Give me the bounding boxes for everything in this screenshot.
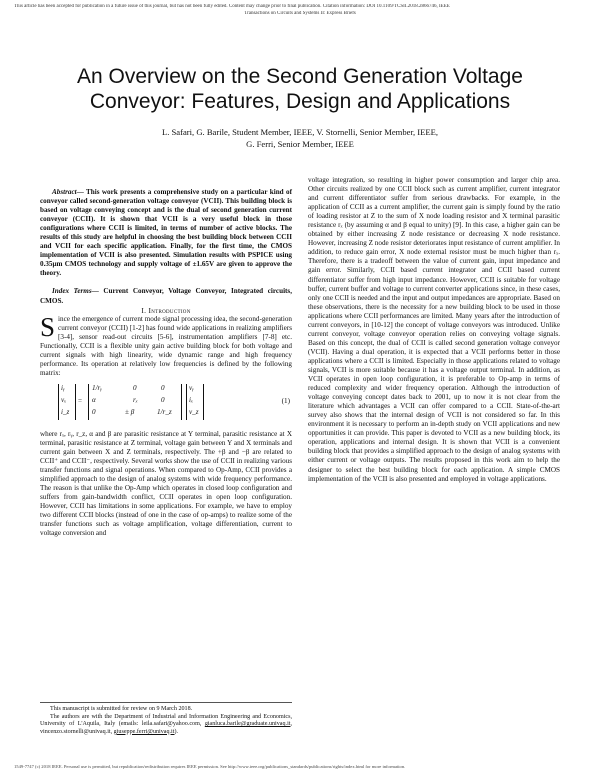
section-number: I. xyxy=(141,305,147,315)
email-link-1[interactable]: gianluca.barile@graduate.univaq.it xyxy=(204,721,291,728)
lhs-iz: i_z xyxy=(61,407,70,416)
right-column xyxy=(308,176,560,484)
author-list xyxy=(90,126,510,150)
paper-title: An Overview on the Second Generation Voltage Conveyor: Features, Design and Applications xyxy=(77,65,523,113)
section-title: Introduction xyxy=(148,305,191,315)
rhs-vector xyxy=(186,384,204,420)
authors-line-2: G. Ferri, Senior Member, IEEE xyxy=(246,139,354,149)
footnote-line-1: This manuscript is submitted for review on 9 March 2018. xyxy=(50,706,193,712)
header-line-1: This article has been accepted for publication in a future issue of this journal, but has not been fully edited. Content may change prior to final publication. Citation information: DOI 10.1109/TCSII.2018.2866746, IEEE xyxy=(14,4,450,9)
footnote-email-stornelli: vincenzo.stornelli@univaq.it, xyxy=(40,728,113,735)
equation-number: (1) xyxy=(281,396,290,405)
m22: rₓ xyxy=(133,395,138,404)
footnote-affiliation-text: The authors are with the Department of Industrial and Information Engineering and Economics, University of L'Aquila, Italy (emails: leila.safari@yahoo.com, xyxy=(40,713,292,728)
email-link-2[interactable]: giuseppe.ferri@univaq.it xyxy=(113,728,175,735)
footnote xyxy=(40,702,292,736)
index-terms-label: Index Terms xyxy=(52,287,92,296)
m33: 1/r_z xyxy=(157,407,172,416)
m12: 0 xyxy=(133,383,137,392)
index-terms xyxy=(40,287,292,305)
rhs-ix: iₓ xyxy=(189,395,194,404)
m13: 0 xyxy=(161,383,165,392)
right-paragraph: voltage integration, so resulting in higher power consumption and larger chip area. Other circuits realized by one CCII block such as current amplifier, current integrator and current differentiator suffer from serious drawbacks. For example, in the application of CCII as a current amplifier, the current gain is simply found by the ratio of loading resistor at Z to the sum of X node loading resistor and X terminal parasitic resistance rₓ (by assuming α and β equal to unity) [9]. In this case, a higher gain can be obtained by either increasing Z node resistance or decreasing X node resistance. However, increasing Z node resistor deteriorates input resistance of current amplifier. In addition, to reduce gain error, X node external resistor must be much higher than rₓ. Therefore, there is a tradeoff between the value of current gain, input impedance and gain error. Similarly, CCII based current integrator and CCII based current differentiator suffer from high input impedance. However, CCII is suitable for voltage buffer, current buffer and voltage to current converter applications since, in these cases, only one CCII is needed and the input and output impedances are appropriate. Based on these observations, there is the necessity for a new building block to be used in those applications where CCII performances are limited. Many years after the introduction of current conveyors, in [10-12] the concept of voltage conveyors was introduced. Unlike current conveyor, voltage conveyor operation relies on conveying voltage signals. Based on this concept, the dual of CCII is called second generation voltage conveyor (VCII). Having a dual operation, it is expected that a VCII performs better in those applications where a CCII is limited. Especially in those applications related to voltage signals, VCII is more suitable because it has a voltage output terminal. In addition, as VCII operates in open loop configuration, it is preferable to Op-amp in terms of reduced complexity and wider frequency operation. Although the introduction of voltage conveying concept dates back to 2001, up to now it is not clear from the literature which advantages a VCII can offer compared to a CCII. State-of-the-art survey also shows that the internal design of VCII is not considered so far. In this environment it is necessary to perform an in-depth study on VCII applications and new opportunities it can provide. This paper is devoted to VCII as a new building block, its operation, applications and internal design. It is shown that VCII is a convenient building block that provides a simplified approach to the design of analog systems with either current or voltage outputs. The results proposed in this work aim to help the designer to select the best building block for each application. A simple CMOS implementation of the VCII is also presented and employed in voltage applications. xyxy=(308,176,560,483)
m31: 0 xyxy=(92,407,96,416)
intro-paragraph-1 xyxy=(40,311,292,378)
copyright-footer: 1549-7747 (c) 2018 IEEE. Personal use is permitted, but republication/redistribution requires IEEE permission. See http://www.ieee.org/publications_standards/publications/rights/index.html for more information. xyxy=(14,764,406,769)
authors-line-1: L. Safari, G. Barile, Student Member, IEEE, V. Stornelli, Senior Member, IEEE, xyxy=(161,127,439,137)
dropcap-letter: S xyxy=(40,311,56,342)
coefficient-matrix xyxy=(88,384,182,420)
journal-header xyxy=(14,4,586,17)
abstract xyxy=(40,188,292,278)
rhs-vz: v_z xyxy=(189,407,199,416)
intro-text-1: ince the emergence of current mode signal processing idea, the second-generation current conveyor (CCII) [1-2] has found wide applications in realizing amplifiers [3-4], sensor read-out circuits [5-6], instrumentation amplifiers [7-8] etc. Functionally, CCII is a flexible unity gain active building block for both voltage and current signals with high linearity, wide dynamic range and high frequency performance. Its operation at relatively low frequencies is defined by the following matrix: xyxy=(40,314,292,377)
footnote-end: ). xyxy=(174,728,178,735)
equation-1 xyxy=(40,382,292,424)
intro-paragraph-2: where rₓ, rᵧ, r_z, α and β are parasitic resistance at Y terminal, parasitic resistance at X terminal, parasitic resistance at Z terminal, voltage gain between Y and X terminals and current gain between X and Z terminals, respectively. The +β and −β are related to CCII⁺ and CCII⁻, respectively. Several works show the use of CCII in realizing various transfer functions and signal operations. When compared to Op-Amp, CCII provides a simplified approach to the design of analog systems with wide frequency performance. The reason is that unlike the Op-Amp which operates in closed loop configuration and suffers from gain-bandwidth conflict, CCII operates in open loop configuration. However, CCII has limitations in some applications. For example, we have to employ two different CCII blocks (instead of one in the case of op-amps) to realize some of the transfer functions such as voltage amplification, voltage differentiation, current to voltage conversion and xyxy=(40,429,292,538)
abstract-text: — This work presents a comprehensive study on a particular kind of conveyor called second-generation voltage conveyor (VCII). This building block is based on voltage conveying concept and is the dual of second generation current conveyor (CCII). It is shown that VCII is a very useful block in those configurations where CCII is limited, in terms of number of active blocks. The results of this study are helpful in choosing the best building block between CCII and VCII for each specific application. Finally, for the first time, the CMOS implementation of VCII is also presented. Simulation results with PSPICE using 0.35μm CMOS technology and supply voltage of ±1.65V are given to approve the theory. xyxy=(40,188,292,278)
lhs-vector xyxy=(58,384,76,420)
m11: 1/rᵧ xyxy=(92,383,102,392)
section-heading xyxy=(40,306,292,315)
footnote-affiliation: The authors are with the Department of Industrial and Information Engineering and Economics, University of L'Aquila, Italy (emails: leila.safari@yahoo.com, gianluca.barile@graduate.univaq.it, vincenzo.stornelli@univaq.it, giuseppe.ferri@univaq.it). xyxy=(40,713,292,735)
lhs-iy: iᵧ xyxy=(61,383,65,392)
equals-sign: = xyxy=(78,396,83,405)
rhs-vy: vᵧ xyxy=(189,383,194,392)
abstract-label: Abstract xyxy=(52,188,77,196)
lhs-vx: vₓ xyxy=(61,395,67,404)
m32: ± β xyxy=(125,407,135,416)
index-terms-text: — Current Conveyor, Voltage Conveyor, Integrated circuits, CMOS. xyxy=(40,287,292,305)
m21: α xyxy=(92,395,96,404)
left-column xyxy=(40,188,292,539)
m23: 0 xyxy=(161,395,165,404)
header-line-2: Transactions on Circuits and Systems II: Express Briefs xyxy=(244,10,356,16)
